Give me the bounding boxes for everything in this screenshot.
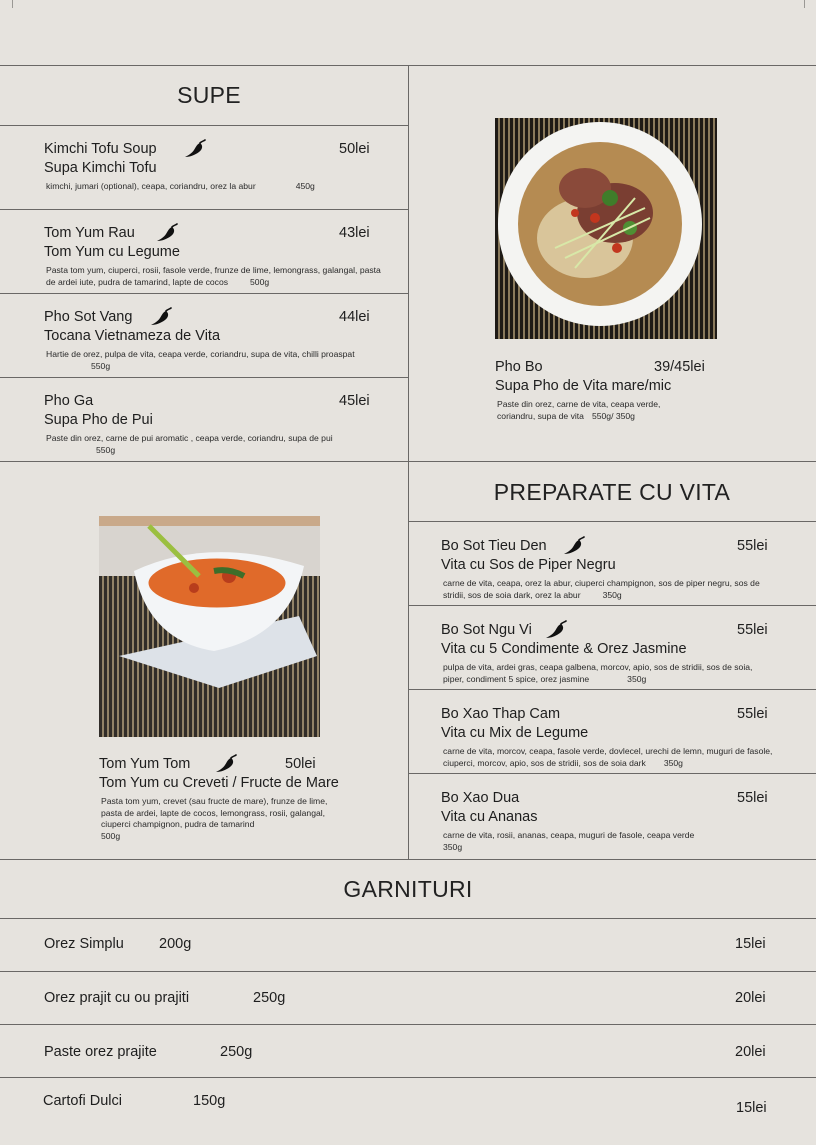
dish-romanian-name: Tom Yum cu Legume: [44, 244, 180, 260]
dish-name: Pho Bo: [495, 359, 543, 375]
chili-pepper-icon: [545, 620, 567, 640]
dish-romanian-name: Vita cu Mix de Legume: [441, 725, 589, 741]
dish-name: Bo Xao Dua: [441, 790, 520, 806]
crop-mark: [804, 0, 805, 8]
side-dish-weight: 250g: [253, 990, 286, 1006]
dish-price: 45lei: [339, 393, 370, 409]
dish-name: Tom Yum Rau: [44, 225, 135, 241]
side-dish-name: Orez prajit cu ou prajiti: [44, 990, 190, 1006]
divider: [0, 125, 408, 126]
side-dish-weight: 250g: [220, 1044, 253, 1060]
dish-weight: 500g: [101, 830, 121, 841]
pho-bowl-illustration: [495, 118, 717, 339]
side-dish-price: 15lei: [735, 936, 766, 952]
dish-price: 55lei: [737, 622, 768, 638]
dish-description: [443, 746, 793, 769]
menu-item: [441, 790, 801, 856]
divider: [0, 859, 816, 860]
dish-romanian-name: Vita cu Ananas: [441, 809, 538, 825]
dish-weight: 550g/ 350g: [591, 410, 635, 421]
dish-weight: 350g: [663, 757, 683, 768]
dish-weight: 500g: [250, 276, 270, 287]
side-dish-price: 20lei: [735, 990, 766, 1006]
dish-ingredients: carne de vita, ceapa, orez la abur, ciuperci champignon, sos de piper negru, sos de stridii, sos de soia dark, orez la abur: [443, 578, 760, 600]
dish-name: Bo Xao Thap Cam: [441, 706, 561, 722]
side-dish-weight: 200g: [159, 936, 192, 952]
pho-bo-photo: [495, 118, 717, 339]
divider: [408, 65, 409, 859]
dish-romanian-name: Supa Kimchi Tofu: [44, 160, 157, 176]
dish-name: Bo Sot Ngu Vi: [441, 622, 532, 638]
menu-item: [44, 141, 384, 207]
dish-romanian-name: Tocana Vietnameza de Vita: [44, 328, 221, 344]
dish-price: 44lei: [339, 309, 370, 325]
dish-ingredients: carne de vita, morcov, ceapa, fasole verde, dovlecel, urechi de lemn, muguri de fasole, ciuperci, morcov, apio, sos de stridii, sos de soia dark: [443, 746, 773, 768]
section-title-garnituri: GARNITURI: [343, 876, 473, 902]
dish-weight: 350g: [627, 673, 647, 684]
menu-item-pho-bo: [495, 359, 795, 429]
dish-ingredients: Pasta tom yum, ciuperci, rosii, fasole verde, frunze de lime, lemongrass, galangal, pasta de ardei iute, pudra de tamarind, lapte de cocos: [46, 265, 381, 287]
divider: [0, 293, 408, 294]
dish-description: [46, 265, 382, 288]
dish-price: 55lei: [737, 790, 768, 806]
dish-ingredients: Paste din orez, carne de pui aromatic , ceapa verde, coriandru, supa de pui: [46, 433, 333, 443]
dish-weight: 550g: [91, 360, 111, 371]
dish-ingredients: Pasta tom yum, crevet (sau fructe de mare), frunze de lime, pasta de ardei, lapte de cocos, lemongrass, rosii, galangal, ciuperci champignon, pudra de tamarind: [101, 796, 328, 829]
side-dish-name: Cartofi Dulci: [43, 1093, 122, 1109]
chili-pepper-icon: [150, 307, 172, 327]
dish-price: 43lei: [339, 225, 370, 241]
menu-item: [441, 538, 801, 604]
side-dish-row: [0, 936, 816, 988]
dish-description: [46, 181, 376, 193]
dish-description: [46, 349, 376, 372]
chili-pepper-icon: [215, 754, 237, 774]
dish-description: [443, 662, 773, 685]
side-dish-price: 20lei: [735, 1044, 766, 1060]
divider: [408, 605, 816, 606]
dish-name: Pho Ga: [44, 393, 94, 409]
dish-price: 50lei: [339, 141, 370, 157]
divider: [0, 377, 408, 378]
side-dish-weight: 150g: [193, 1093, 226, 1109]
dish-ingredients: Hartie de orez, pulpa de vita, ceapa verde, coriandru, supa de vita, chilli proaspat: [46, 349, 355, 359]
dish-weight: 550g: [96, 444, 116, 455]
dish-romanian-name: Tom Yum cu Creveti / Fructe de Mare: [99, 775, 339, 791]
dish-description: [46, 433, 376, 456]
tom-yum-bowl-illustration: [99, 516, 320, 737]
chili-pepper-icon: [156, 223, 178, 243]
side-dish-name: Orez Simplu: [44, 936, 124, 952]
dish-description: [497, 399, 697, 422]
side-dish-row: [0, 990, 816, 1042]
chili-pepper-icon: [563, 536, 585, 556]
dish-romanian-name: Vita cu Sos de Piper Negru: [441, 557, 616, 573]
menu-item: [44, 309, 384, 375]
menu-item: [441, 622, 801, 688]
dish-price: 50lei: [285, 756, 316, 772]
dish-ingredients: Paste din orez, carne de vita, ceapa verde, coriandru, supa de vita: [497, 399, 661, 421]
dish-romanian-name: Supa Pho de Pui: [44, 412, 153, 428]
divider: [408, 773, 816, 774]
section-title-vita: PREPARATE CU VITA: [493, 479, 731, 505]
crop-mark: [12, 0, 13, 8]
dish-name: Tom Yum Tom: [99, 756, 191, 772]
section-title-supe: SUPE: [177, 82, 241, 108]
dish-romanian-name: Vita cu 5 Condimente & Orez Jasmine: [441, 641, 687, 657]
divider: [408, 689, 816, 690]
dish-price: 55lei: [737, 538, 768, 554]
dish-weight: 350g: [443, 841, 463, 852]
dish-description: [443, 578, 773, 601]
menu-item-tom-yum-tom: [99, 756, 399, 856]
dish-romanian-name: Supa Pho de Vita mare/mic: [495, 378, 672, 394]
dish-price: 39/45lei: [654, 359, 705, 375]
menu-item: [44, 393, 384, 459]
tom-yum-photo: [99, 516, 320, 737]
side-dish-row: [0, 1044, 816, 1096]
dish-ingredients: kimchi, jumari (optional), ceapa, coriandru, orez la abur: [46, 181, 256, 191]
menu-item: [441, 706, 801, 772]
dish-ingredients: pulpa de vita, ardei gras, ceapa galbena, morcov, apio, sos de stridii, sos de soia, piper, condiment 5 spice, orez jasmine: [443, 662, 753, 684]
dish-name: Kimchi Tofu Soup: [44, 141, 157, 157]
side-dish-row: [0, 1093, 816, 1145]
dish-name: Pho Sot Vang: [44, 309, 133, 325]
menu-item: [44, 225, 384, 291]
divider: [0, 461, 816, 462]
dish-weight: 350g: [602, 589, 622, 600]
dish-weight: 450g: [295, 181, 315, 191]
dish-name: Bo Sot Tieu Den: [441, 538, 547, 554]
dish-ingredients: carne de vita, rosii, ananas, ceapa, muguri de fasole, ceapa verde: [443, 830, 695, 840]
divider: [0, 918, 816, 919]
chili-pepper-icon: [184, 139, 206, 159]
dish-description: [443, 830, 743, 853]
divider: [408, 521, 816, 522]
side-dish-price: 15lei: [736, 1100, 767, 1116]
dish-price: 55lei: [737, 706, 768, 722]
divider: [0, 209, 408, 210]
side-dish-name: Paste orez prajite: [44, 1044, 157, 1060]
dish-description: [101, 796, 331, 842]
